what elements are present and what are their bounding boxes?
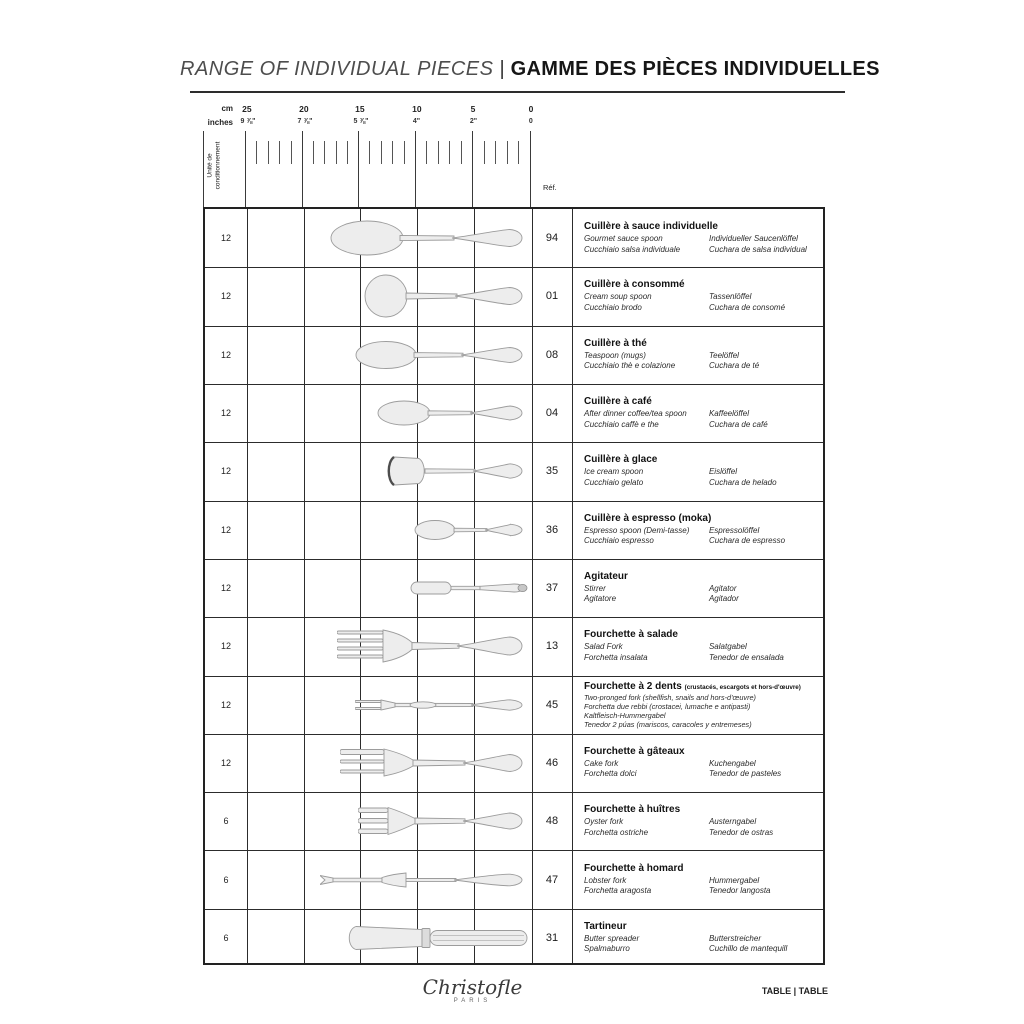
ruler-minor-tick [347, 141, 348, 164]
name-italian: Forchetta insalata [584, 652, 648, 662]
ruler-minor-tick [426, 141, 427, 164]
name-italian: Forchetta due rebbi (crostacei, lumache e antipasti) [584, 701, 751, 711]
packaging-qty: 12 [220, 582, 231, 593]
name-italian: Cucchiaio salsa individuale [584, 244, 681, 254]
name-english: Two-pronged fork (shellfish, snails and hors-d'œuvre) [584, 692, 756, 702]
name-spanish: Cuchara de consomé [708, 302, 786, 312]
ruler-minor-tick [461, 141, 462, 164]
ruler-minor-tick [404, 141, 405, 164]
name-english: Butter spreader [584, 933, 640, 943]
title-underline [190, 91, 845, 93]
ruler-major-line [302, 131, 303, 207]
ruler-major-line [203, 131, 204, 207]
name-english: Lobster fork [584, 875, 627, 885]
name-italian: Cucchiaio thè e colazione [584, 361, 676, 371]
packaging-unit-label: Unité de conditionnement [206, 141, 221, 190]
ref-value: 01 [545, 290, 559, 303]
table-row [205, 850, 823, 908]
packaging-qty: 12 [220, 524, 231, 535]
name-spanish: Cuchillo de mantequill [708, 944, 788, 954]
inches-label: inches [207, 118, 233, 127]
ruler-minor-tick [369, 141, 370, 164]
ruler-minor-tick [495, 141, 496, 164]
piece-description [572, 909, 827, 967]
teaspoon-image [355, 337, 530, 373]
piece-description [572, 850, 827, 908]
ruler-major-line [245, 131, 246, 207]
name-french: Cuillère à sauce individuelle [584, 221, 718, 233]
table-row [205, 734, 823, 792]
ref-value: 31 [545, 931, 559, 944]
table-row [205, 267, 823, 325]
name-french: Fourchette à salade [584, 629, 678, 641]
ref-value: 13 [545, 640, 559, 653]
translations [584, 234, 825, 255]
ref-value: 36 [545, 523, 559, 536]
ruler-inch-value: 0 [528, 118, 533, 125]
name-french: Fourchette à huîtres [584, 804, 681, 816]
name-italian: Spalmaburro [584, 944, 630, 954]
piece-description [572, 617, 827, 675]
ice-cream-spoon-image [385, 454, 530, 488]
page-title [180, 58, 880, 81]
ruler-inch-value: 7 ⅞" [297, 118, 313, 125]
name-spanish: Cuchara de helado [708, 477, 777, 487]
ref-value: 37 [545, 581, 559, 594]
translations [584, 759, 825, 780]
piece-description [572, 267, 827, 325]
name-english: Teaspoon (mugs) [584, 350, 646, 360]
name-french: Cuillère à glace [584, 454, 658, 466]
name-english: Salad Fork [584, 642, 623, 652]
ruler-minor-tick [256, 141, 257, 164]
name-german: Salatgabel [708, 642, 747, 652]
lobster-fork-image [320, 867, 530, 893]
ruler-major-line [472, 131, 473, 207]
packaging-qty: 6 [223, 874, 229, 885]
piece-description [572, 734, 827, 792]
packaging-qty: 12 [220, 408, 231, 419]
ruler-minor-tick [313, 141, 314, 164]
name-english: Espresso spoon (Demi-tasse) [584, 525, 690, 535]
ruler-minor-tick [268, 141, 269, 164]
table-row [205, 326, 823, 384]
name-french: Fourchette à gâteaux [584, 745, 685, 757]
ref-value: 35 [545, 465, 559, 478]
translations [584, 409, 825, 430]
name-french: Cuillère à consommé [584, 279, 685, 291]
piece-description [572, 559, 827, 617]
name-spanish: Tenedor langosta [708, 886, 771, 896]
piece-description [572, 676, 827, 734]
piece-description [572, 326, 827, 384]
name-spanish: Cuchara de espresso [708, 536, 786, 546]
brand-name: Christofle [422, 975, 523, 999]
name-spanish: Tenedor de ostras [708, 827, 774, 837]
table-row [205, 384, 823, 442]
ruler-minor-tick [484, 141, 485, 164]
name-german: Espressolöffel [708, 525, 760, 535]
cm-label: cm [221, 104, 233, 113]
brand-logo [400, 977, 545, 1004]
ruler-inch-value: 5 ⅞" [353, 118, 369, 125]
name-french: Fourchette à homard [584, 862, 684, 874]
packaging-qty: 12 [220, 466, 231, 477]
ruler-major-line [358, 131, 359, 207]
ruler-cm-value: 20 [299, 104, 309, 114]
name-english: Cream soup spoon [584, 292, 652, 302]
translations [584, 817, 825, 838]
page-title-english: RANGE OF INDIVIDUAL PIECES [180, 58, 494, 80]
packaging-qty: 12 [220, 291, 231, 302]
name-german: Individueller Saucenlöffel [708, 234, 798, 244]
ref-value: 48 [545, 815, 559, 828]
name-english: Oyster fork [584, 817, 624, 827]
name-german: Agitator [708, 583, 737, 593]
table-row [205, 617, 823, 675]
ruler-cm-value: 15 [355, 104, 365, 114]
name-italian: Forchetta aragosta [584, 886, 652, 896]
butter-spreader-image [345, 923, 530, 953]
ref-value: 08 [545, 348, 559, 361]
cream-soup-spoon-image [345, 274, 530, 318]
packaging-qty: 12 [220, 233, 231, 244]
name-french: Cuillère à thé [584, 337, 647, 349]
gourmet-sauce-spoon-image [330, 218, 530, 258]
brand-city: PARIS [453, 998, 492, 1004]
pieces-table [203, 207, 825, 965]
name-german: Tassenlöffel [708, 292, 752, 302]
ruler-cm-value: 10 [412, 104, 422, 114]
name-german: Kaffeelöffel [708, 409, 749, 419]
ruler-cm-value: 0 [528, 104, 534, 114]
name-italian: Forchetta ostriche [584, 827, 649, 837]
piece-description [572, 209, 827, 267]
table-row [205, 676, 823, 734]
packaging-qty: 12 [220, 699, 231, 710]
ref-value: 94 [545, 232, 559, 245]
name-german: Hummergabel [708, 875, 760, 885]
name-spanish: Tenedor de pasteles [708, 769, 782, 779]
stirrer-image [410, 580, 530, 596]
name-spanish: Tenedor de ensalada [708, 652, 784, 662]
ruler-minor-tick [381, 141, 382, 164]
translations [584, 642, 825, 663]
translations [584, 526, 825, 547]
name-german: Butterstreicher [708, 933, 761, 943]
name-italian: Cucchiaio espresso [584, 536, 654, 546]
translations [584, 584, 825, 605]
table-row [205, 559, 823, 617]
table-row [205, 792, 823, 850]
title-separator: | [499, 58, 505, 80]
ruler-minor-tick [324, 141, 325, 164]
name-spanish: Agitador [708, 594, 739, 604]
name-french: Tartineur [584, 920, 627, 932]
translations [584, 467, 825, 488]
ruler-minor-tick [438, 141, 439, 164]
name-spanish: Cuchara de té [708, 361, 760, 371]
name-french: Fourchette à 2 dents (crustacés, escargots et hors-d'œuvre) [584, 680, 801, 692]
ruler-major-line [415, 131, 416, 207]
name-spanish: Tenedor 2 púas (mariscos, caracoles y entremeses) [584, 719, 752, 729]
table-row [205, 209, 823, 267]
espresso-spoon-image [414, 517, 530, 543]
table-row [205, 909, 823, 967]
packaging-qty: 12 [220, 641, 231, 652]
ruler-minor-tick [291, 141, 292, 164]
ruler-inch-value: 4" [412, 118, 421, 125]
salad-fork-image [337, 626, 530, 666]
name-german: Kuchengabel [708, 758, 756, 768]
packaging-qty: 6 [223, 932, 229, 943]
name-english: Gourmet sauce spoon [584, 234, 663, 244]
cake-fork-image [340, 745, 530, 781]
translations [584, 292, 825, 313]
piece-description [572, 442, 827, 500]
name-italian: Forchetta dolci [584, 769, 637, 779]
ref-value: 45 [545, 698, 559, 711]
coffee-spoon-image [377, 397, 530, 429]
piece-description [572, 384, 827, 442]
name-english: After dinner coffee/tea spoon [584, 409, 687, 419]
ref-value: 04 [545, 407, 559, 420]
table-row [205, 501, 823, 559]
packaging-qty: 6 [223, 816, 229, 827]
name-italian: Cucchiaio gelato [584, 477, 644, 487]
name-italian: Agitatore [584, 594, 617, 604]
page-title-french: GAMME DES PIÈCES INDIVIDUELLES [510, 58, 880, 80]
name-french-note: (crustacés, escargots et hors-d'œuvre) [684, 683, 801, 691]
ruler-inch-value: 9 ⅞" [240, 118, 256, 125]
ruler-cm-value: 5 [470, 104, 476, 114]
table-row [205, 442, 823, 500]
piece-description [572, 792, 827, 850]
name-french: Cuillère à espresso (moka) [584, 512, 712, 524]
translations [584, 876, 825, 897]
ruler-minor-tick [507, 141, 508, 164]
name-spanish: Cuchara de salsa individual [708, 244, 807, 254]
ruler-major-line [530, 131, 531, 207]
ruler-minor-tick [336, 141, 337, 164]
ruler-cm-value: 25 [242, 104, 252, 114]
two-pronged-fork-image [355, 694, 530, 716]
piece-description [572, 501, 827, 559]
name-german: Austerngabel [708, 817, 757, 827]
ref-value: 46 [545, 756, 559, 769]
name-french: Cuillère à café [584, 396, 652, 408]
packaging-qty: 12 [220, 349, 231, 360]
catalog-category: TABLE | TABLE [761, 986, 828, 996]
translations [584, 934, 825, 955]
name-spanish: Cuchara de café [708, 419, 768, 429]
ruler-inch-value: 2" [469, 118, 478, 125]
ruler-minor-tick [449, 141, 450, 164]
name-german: Eislöffel [708, 467, 737, 477]
ruler-minor-tick [518, 141, 519, 164]
name-italian: Cucchiaio caffè e the [584, 419, 659, 429]
ruler-minor-tick [279, 141, 280, 164]
translations [584, 351, 825, 372]
name-german: Kaltfleisch-Hummergabel [584, 710, 666, 720]
ruler-minor-tick [392, 141, 393, 164]
name-french: Agitateur [584, 570, 628, 582]
packaging-qty: 12 [220, 757, 231, 768]
reference-column-label: Réf. [543, 183, 557, 192]
name-italian: Cucchiaio brodo [584, 302, 642, 312]
name-english: Ice cream spoon [584, 467, 644, 477]
oyster-fork-image [358, 804, 530, 838]
name-german: Teelöffel [708, 350, 739, 360]
name-english: Cake fork [584, 758, 619, 768]
name-english: Stirrer [584, 583, 606, 593]
ref-value: 47 [545, 873, 559, 886]
